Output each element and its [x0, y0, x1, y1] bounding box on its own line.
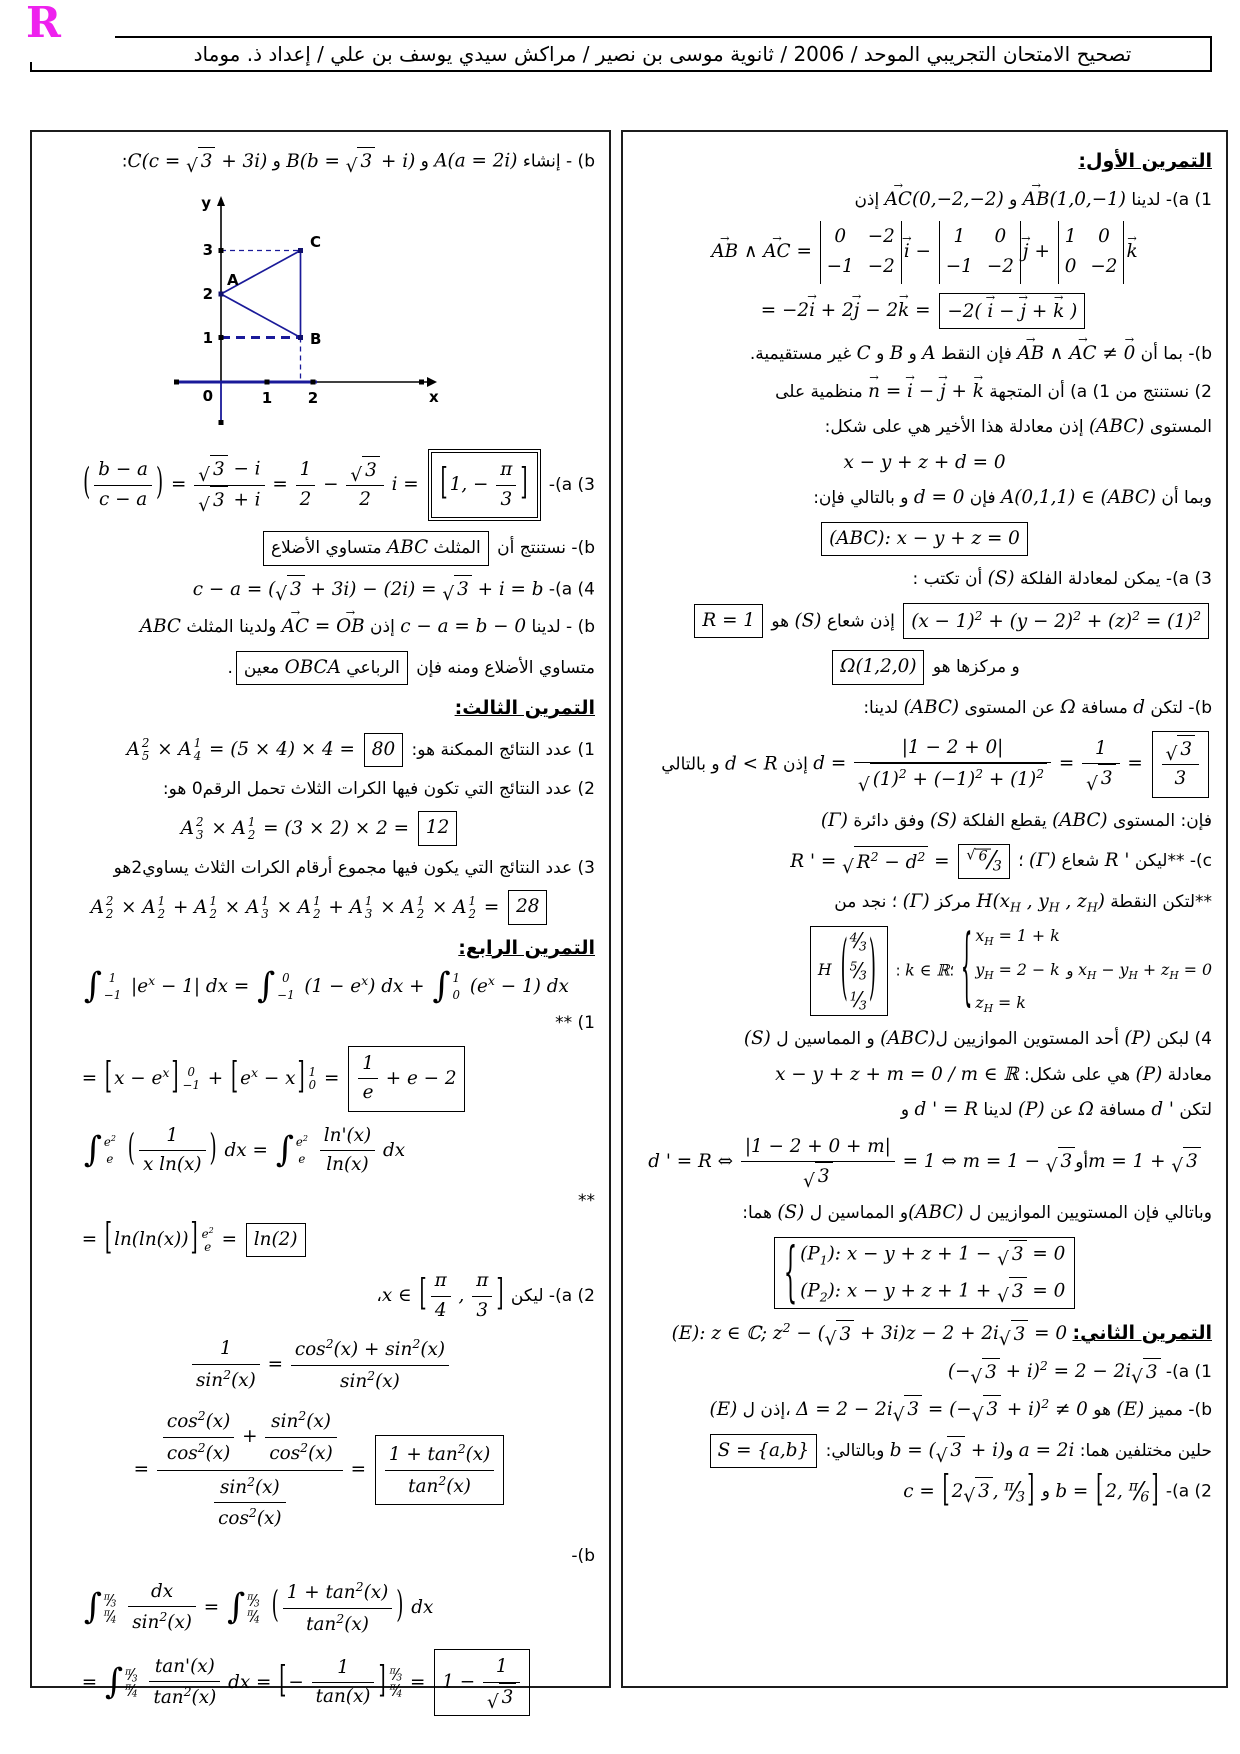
math-run: (E): z ∈ ℂ; $z^2$ − ( √ 3 + 3i)z − 2 + 2i √ 3 = 0 [671, 1320, 1068, 1350]
square-root: √ 3 [350, 456, 379, 485]
math-run: d = |1 − 2 + 0| √ $(1)^2 + (-1)^2 + (1)^2$ = 1 √ 3 = √ 3 3 [813, 753, 1212, 774]
fraction: $\frac{1 + \tan^2(x)}{\tan^2(x)}$ [283, 1577, 393, 1639]
boxed-result: ln(2) [246, 1223, 306, 1257]
math-run: ( $\frac{b - a}{c - a}$ ) = √ 3 − i √ 3 + i = $\frac{1}{2}$ − √ 3 2 i = [ 1, − $\frac{\pi}{3}$ ] [81, 474, 543, 495]
math-run: d = 0 [913, 487, 965, 509]
boxed-result: $\frac{1}{e}$ + e − 2 [348, 1046, 464, 1112]
boxed-result: $(x - 1)^2 + (y - 2)^2 + (z)^2 = (1)^2$ [903, 603, 1209, 640]
math-run: (ABC) [908, 1202, 964, 1224]
fraction: $\frac{1 + \tan^2(x)}{\tan^2(x)}$ [385, 1439, 495, 1501]
math-run: A 2 3 × A 1 2 = (3 × 2) × 2 = 12 [181, 818, 461, 839]
boxed-result [958, 844, 1009, 878]
left-intro-line-container [44, 147, 597, 176]
content-line: 3) a)- يمكن لمعادلة الفلكة (S) أن تكتب : [912, 568, 1212, 590]
boxed-result: 80 [364, 733, 403, 767]
vector: AB → [711, 238, 738, 266]
y-axis-arrow-icon [217, 196, 225, 206]
system-of-equations: { $x_H = 1 + k$ $y_H = 2 - k$ $z_H = k$ [960, 919, 1060, 1018]
determinant-2x2: 1 0 −1 −2 [939, 221, 1021, 284]
math-run: b = [ 2, π ⁄ 6 ] [1055, 1468, 1159, 1511]
math-run: C(c = √ 3 + 3i) [128, 151, 268, 172]
content-line: 3) a)- ( $\frac{b - a}{c - a}$ ) = √ 3 − i √ 3 + i = $\frac{1}{2}$ − √ 3 2 i = [ 1, − $\frac{\pi}{3}$ ] [46, 448, 595, 522]
square-root: √ 3 [275, 575, 304, 604]
content-line: لتكن d ' مسافة Ω عن (P) لدينا d ' = R و [900, 1099, 1212, 1121]
square-root: √ 3 [803, 1162, 832, 1191]
content-line [46, 1333, 595, 1397]
section-heading-text: التمرين الثالث: [454, 697, 595, 720]
boxed-result: المثلث ABC متساوي الأضلاع [263, 531, 489, 565]
math-run: x − y + z + d = 0 [843, 451, 1006, 473]
fraction: √ 3 3 [1162, 735, 1199, 794]
slanted-fraction: 1 ⁄ 3 [849, 988, 867, 1014]
content-line [46, 1404, 595, 1535]
integral: ∫ π ⁄ 3 π ⁄ 4 [104, 1661, 138, 1702]
content-line: b) - لدينا c − a = b − 0 إذن AC → = OB → ولدينا المثلث ABC [46, 611, 595, 641]
square-root: √ 3 [186, 147, 215, 176]
content-line [637, 291, 1212, 331]
section-heading [46, 694, 595, 724]
math-run: OBCA [284, 656, 341, 678]
x-tick-2: 2 [307, 389, 318, 408]
determinant-2x2: 0 −2 −1 −2 [820, 221, 902, 284]
fraction: $\frac{\cos^2(x)}{\cos^2(x)}$ + $\frac{\sin^2(x)}{\cos^2(x)}$ $\frac{\sin^2(x)}{\cos^2(x)}$ [157, 1405, 343, 1534]
content-line [46, 1044, 595, 1114]
math-run: (E) [1116, 1399, 1145, 1421]
content-line [46, 1121, 595, 1181]
math-run: = ∫ π ⁄ 3 π ⁄ 4 $\frac{\tan'(x)}{\tan^2(x)}$ dx = [ − $\frac{1}{\tan(x)}$ ] π ⁄ 3 π ⁄ 4 = 1 − 1 √ 3 [82, 1672, 534, 1693]
math-run: (S) [987, 568, 1015, 590]
math-run: = [ ln(ln(x)) ] $e^2$ e = ln(2) [82, 1229, 309, 1250]
triangle-plot-container [44, 186, 597, 441]
boxed-result: −2( i → − j → + k → ) [939, 293, 1085, 329]
vector: j → [1023, 238, 1029, 266]
math-run: (P) [1135, 1063, 1163, 1085]
content-line: 1) عدد النتائج الممكنة هو: A 2 5 × A 1 4 = (5 × 4) × 4 = 80 [46, 731, 595, 769]
math-run: ABC [139, 616, 181, 638]
math-run: = −2i → + 2j → − 2k → = −2( i → − j → + k → ) [761, 300, 1088, 321]
math-run: ∫ π ⁄ 3 π ⁄ 4 $\frac{dx}{\sin^2(x)}$ = ∫ π ⁄ 3 π ⁄ 4 ( $\frac{1 + \tan^2(x)}{\tan^2(x)}$ ) dx [82, 1597, 434, 1618]
math-run: (ABC) [1052, 809, 1108, 831]
slanted-fraction: √ 6 ⁄ 3 [966, 845, 1002, 875]
x-axis-arrow-icon [427, 377, 437, 387]
math-run: d < R [725, 753, 778, 775]
section-heading [637, 147, 1212, 177]
integral: ∫ 1 −1 [83, 966, 122, 1007]
math-run: $H(x_H$ , $y_H$ , $z_H$) [976, 890, 1105, 915]
triangle-ABC-edges [221, 251, 301, 338]
boxed-result: R = 1 [694, 604, 763, 638]
content-line: وبما أن A(0,1,1) ∈ (ABC) فإن d = 0 و بالتالي فإن: [813, 487, 1212, 509]
vector: AC → [885, 186, 912, 214]
vector: AC → [282, 613, 309, 641]
slanted-fraction: π ⁄ 3 [389, 1664, 403, 1684]
content-line: $x_H - y_H + z_H = 0$ و { $x_H = 1 + k$ $y_H = 2 - k$ $z_H = k$ ؛k ∈ ℝ : H ( 4 ⁄ 3 5 ⁄ 3 1 ⁄ 3 ) [637, 924, 1212, 1018]
integral: ∫ $e^2$ e [83, 1130, 116, 1171]
square-root: √ 3 [997, 1240, 1026, 1269]
math-run: (P) [1124, 1028, 1152, 1050]
content-line [637, 1231, 1212, 1312]
math-run: x − y + z + m = 0 / m ∈ ℝ [775, 1063, 1019, 1085]
content-line [46, 1216, 595, 1259]
math-run [959, 919, 1062, 1018]
math-run: c − a = ( √ 3 + 3i) − (2i) = √ 3 + i = b [193, 579, 544, 600]
square-root: √ 3 [1166, 735, 1195, 764]
slanted-fraction: π ⁄ 3 [1004, 1476, 1026, 1506]
math-run: (Γ) [902, 890, 930, 912]
content-line: 3) عدد النتائج التي يكون فيها مجموع أرقام الكرات الثلاث يساوي2هو [113, 857, 595, 878]
triangle-plot [171, 186, 471, 436]
content-line [46, 809, 595, 847]
x-axis-label: x [428, 388, 439, 407]
header-band [115, 36, 1212, 72]
math-run: d ' [1151, 1099, 1174, 1121]
integral: ∫ π ⁄ 3 π ⁄ 4 [227, 1587, 260, 1628]
content-line: 4) a)- c − a = ( √ 3 + 3i) − (2i) = √ 3 + i = b [46, 575, 595, 604]
vector: i → [904, 238, 910, 266]
fraction: $\frac{\sin^2(x)}{\cos^2(x)}$ [265, 1406, 336, 1468]
math-run: A(0,1,1) ∈ (ABC) [1001, 487, 1157, 509]
square-root: √ $(1)^2 + (-1)^2 + (1)^2$ [858, 763, 1047, 795]
math-run: (S) [930, 809, 957, 831]
vector: k → [898, 297, 909, 325]
boxed-result: الرباعي OBCA معين [236, 651, 408, 685]
vector: 0 → [1124, 340, 1136, 368]
slanted-fraction: π ⁄ 4 [389, 1680, 403, 1700]
math-run: AB → ∧ AC → ≠ 0 → [1017, 343, 1135, 364]
math-run: Ω [1078, 1099, 1094, 1121]
square-root: √ 3 [487, 1683, 516, 1712]
fraction: $\frac{\pi}{4}$ [431, 1267, 451, 1325]
point-markers [218, 248, 303, 340]
content-line: فإن: المستوى (ABC) يقطع الفلكة (S) وفق دائرة (Γ) [820, 809, 1212, 831]
point-B-marker [298, 335, 303, 340]
math-run: d [1133, 696, 1145, 718]
math-run [691, 610, 766, 631]
y-tick-3: 3 [202, 241, 213, 260]
square-root: √ 3 [997, 1277, 1026, 1306]
content-line: 4) لبكن (P) أحد المستوين الموازيين ل(ABC) و المماسين ل (S) [743, 1028, 1212, 1050]
content-line [46, 888, 595, 926]
section-heading-text: التمرين الأول: [1078, 150, 1212, 172]
square-root: √ 3 [442, 575, 471, 604]
y-tick-2: 2 [202, 285, 213, 304]
math-run: AB → ∧ AC → = 0 −2 −1 −2 i → − 1 0 −1 −2 j → + 1 0 0 −2 k → [711, 241, 1137, 262]
header-underline-extension [30, 70, 116, 72]
slanted-fraction: π ⁄ 6 [1128, 1476, 1150, 1506]
content-line: b)- لتكن d مسافة Ω عن المستوى (ABC) لدينا: [863, 696, 1212, 718]
math-run: AB →(1,0,−1) [1023, 189, 1126, 210]
content-line: و مركزها هو Ω(1,2,0) [637, 648, 1212, 686]
content-line: 2) a)- b = [ 2, π ⁄ 6 ] و c = [ 2 √ 3 , π ⁄ 3 ] [903, 1468, 1212, 1511]
point-A-marker [218, 292, 223, 297]
math-run: d ' = R ⇔ |1 − 2 + 0 + m| √ 3 = 1 ⇔ m = 1 − √ 3 [648, 1151, 1075, 1172]
math-run: c − a = b − 0 [400, 616, 527, 638]
fraction: $\frac{\pi}{3}$ [472, 1267, 492, 1325]
math-run: C [856, 343, 871, 365]
boxed-result: (ABC): x − y + z = 0 [821, 522, 1028, 556]
point-B-label: B [309, 330, 321, 349]
origin-label: 0 [202, 387, 213, 406]
content-line: **لتكن النقطة $H(x_H$ , $y_H$ , $z_H$) مركز (Γ) ؛ نجد من [834, 890, 1212, 915]
r-logo: R [26, 0, 61, 47]
boxed-result: 28 [508, 890, 547, 924]
square-root: √ 3 [825, 1320, 854, 1349]
slanted-fraction: π ⁄ 4 [125, 1681, 138, 1701]
math-run: d ' = R [914, 1099, 979, 1121]
content-line: 2) عدد النتائج التي تكون فيها الكرات الثلاث تحمل الرقم0 هو: [162, 779, 595, 800]
content-line: ** [578, 1190, 595, 1211]
content-line: c)- **ليكن R ' شعاع (Γ) ؛ R ' = √ $R^2 - d^2$ = √ 6 ⁄ 3 [790, 845, 1212, 879]
square-root: √ 3 [346, 147, 375, 176]
content-line: b)- مميز (E) هو Δ = 2 − 2i √ 3 = (− √ 3 + i)$^2$ ≠ 0 ،إذن ل (E) [709, 1396, 1212, 1426]
fraction: 1 √ 3 [1082, 735, 1119, 794]
determinant-2x2: 1 0 0 −2 [1058, 221, 1125, 284]
fraction: $\frac{\pi}{3}$ [496, 456, 516, 514]
column-vector: ( 4 ⁄ 3 5 ⁄ 3 1 ⁄ 3 ) [840, 927, 876, 1014]
content-line [46, 1576, 595, 1640]
content-line: متساوي الأضلاع ومنه فإن الرباعي OBCA معين. [46, 649, 595, 687]
fraction: |1 − 2 + 0| √ $(1)^2 + (-1)^2 + (1)^2$ [854, 734, 1051, 795]
math-run: R ' [1104, 850, 1130, 872]
vector: i → [987, 298, 993, 326]
math-run: (ABC) [880, 1028, 936, 1050]
right-column-exercise1-2 [621, 130, 1228, 1688]
math-run: R ' = √ $R^2 - d^2$ = √ 6 ⁄ 3 [790, 851, 1013, 872]
square-root: √ 3 [198, 486, 227, 515]
math-run: = $\frac{\cos^2(x)}{\cos^2(x)}$ + $\frac{\sin^2(x)}{\cos^2(x)}$ $\frac{\sin^2(x)}{\cos^2(x)}$ = $\frac{1 + \tan^2(x)}{\tan^2(x)}$ [134, 1459, 508, 1480]
content-line: 2) نستنتج من 1) a) أن المتجهة n → = i → − j → + k → منظمية على [637, 376, 1212, 406]
square-root: √ 3 [1086, 764, 1115, 793]
slanted-fraction: π ⁄ 3 [247, 1590, 260, 1610]
math-run: a = 2i [1018, 1440, 1075, 1462]
vector: AC → [1069, 340, 1096, 368]
content-line: 1) ** [555, 1013, 595, 1034]
left-lines-container [44, 448, 597, 1718]
y-axis-label: y [200, 194, 211, 213]
math-run [807, 927, 891, 1014]
math-run: n → = i → − j → + k → [868, 381, 984, 402]
math-run: (ABC) [1089, 416, 1145, 438]
math-run: (ABC) [903, 696, 960, 718]
square-root: √ 3 [1171, 1147, 1200, 1176]
x-tick-1: 1 [261, 389, 272, 408]
section-heading [637, 1318, 1212, 1349]
boxed-result: H ( 4 ⁄ 3 5 ⁄ 3 1 ⁄ 3 ) [810, 926, 888, 1015]
content-line: d = |1 − 2 + 0| √ $(1)^2 + (-1)^2 + (1)^2$ = 1 √ 3 = √ 3 3 إذن d < R و بالتالي [637, 729, 1212, 800]
content-line [637, 449, 1212, 477]
math-run: AC → = OB → [282, 616, 365, 637]
slanted-fraction: 4 ⁄ 3 [849, 929, 867, 955]
content-line [46, 966, 595, 1007]
math-run: A(a = 2i) [434, 150, 518, 172]
double-boxed-result: [ 1, − $\frac{\pi}{3}$ ] [431, 452, 538, 518]
vector: k → [973, 378, 984, 406]
fraction: $\frac{1}{e}$ [358, 1050, 378, 1108]
math-run: $\frac{1}{\sin^2(x)}$ = $\frac{\cos^2(x) + \sin^2(x)}{\sin^2(x)}$ [190, 1354, 451, 1375]
content-line: b) - إنشاء A(a = 2i) و B(b = √ 3 + i) و C(c = √ 3 + 3i): [46, 147, 595, 176]
square-root: √ 3 [1131, 1358, 1160, 1387]
math-run: b = ( √ 3 + i) [890, 1440, 1005, 1461]
math-run [818, 528, 1031, 549]
fraction: $\frac{b - a}{c - a}$ [94, 456, 152, 514]
square-root: √ 3 [936, 1436, 965, 1465]
vector: i → [907, 378, 913, 406]
square-root: √ 3 [198, 455, 227, 484]
math-run: m = 1 + √ 3 [1088, 1151, 1201, 1172]
math-run: x ∈ [ $\frac{\pi}{4}$ , $\frac{\pi}{3}$ ] [382, 1285, 506, 1306]
vector: j → [940, 378, 946, 406]
boxed-result: Ω(1,2,0) [832, 650, 924, 684]
content-line: $(x - 1)^2 + (y - 2)^2 + (z)^2 = (1)^2$ إذن شعاع (S) هو R = 1 [637, 601, 1212, 642]
fraction: $\frac{\ln'(x)}{\ln(x)}$ [320, 1122, 375, 1180]
vector: i → [809, 297, 815, 325]
math-run: (S) [794, 609, 822, 631]
square-root: √ 3 [1046, 1147, 1075, 1176]
fraction: $\frac{\cos^2(x) + \sin^2(x)}{\sin^2(x)}$ [291, 1334, 449, 1396]
vector: k → [1126, 238, 1137, 266]
square-root: √ 3 [893, 1395, 922, 1424]
vector: OB → [336, 613, 365, 641]
content-line: b)- نستنتج أن المثلث ABC متساوي الأضلاع [46, 529, 595, 567]
content-line: b)- بما أن AB → ∧ AC → ≠ 0 → فإن النقط A و B و C غير مستقيمية. [637, 338, 1212, 368]
math-run: = [ $x - e^x$ ] 0 −1 + [ $e^x - x$ ] 1 0 = $\frac{1}{e}$ + e − 2 [82, 1068, 468, 1089]
boxed-result [1152, 731, 1209, 798]
section-heading-text: التمرين الرابع: [458, 936, 595, 959]
vector: j → [854, 297, 860, 325]
math-run: (E) [709, 1399, 738, 1421]
fraction: $\frac{1}{\text{x ln(x)}}$ [139, 1122, 206, 1180]
fraction: |1 − 2 + 0 + m| √ 3 [741, 1133, 895, 1192]
math-run: (S) [777, 1202, 805, 1224]
integral: ∫ 1 0 [432, 966, 461, 1007]
fraction: $\frac{dx}{\sin^2(x)}$ [128, 1578, 196, 1638]
integral: ∫ $e^2$ e [275, 1130, 308, 1171]
left-column-exercise2-3-4 [30, 130, 611, 1713]
fraction: $\frac{\tan'(x)}{\tan^2(x)}$ [149, 1653, 220, 1713]
slanted-fraction: π ⁄ 3 [125, 1665, 138, 1685]
math-run: c = [ 2 √ 3 , π ⁄ 3 ] [903, 1468, 1035, 1511]
system-of-equations: { $(P_1)$: x − y + z + 1 − √ 3 = 0 $(P_2)$: x − y + z + 1 + √ 3 = 0 [783, 1231, 1066, 1310]
vector: AB → [1017, 340, 1044, 368]
content-line: معادلة (P) هي على شكل: x − y + z + m = 0 / m ∈ ℝ [775, 1063, 1212, 1085]
content-line [46, 1647, 595, 1718]
fraction: $\frac{\cos^2(x)}{\cos^2(x)}$ [163, 1406, 234, 1468]
fraction: $\frac{1}{\tan(x)}$ [312, 1654, 375, 1712]
vector: AC → [763, 238, 790, 266]
math-run: A [922, 343, 936, 365]
content-line: وباتالي فإن المستويين الموازيين ل (ABC)و المماسين ل (S) هما: [742, 1202, 1212, 1224]
section-heading [46, 934, 595, 964]
math-run: Ω [1060, 696, 1076, 718]
integral: ∫ 0 −1 [257, 966, 295, 1007]
fraction: $\frac{1}{2}$ [296, 456, 316, 514]
math-run: ∫ $e^2$ e ( $\frac{1}{\text{x ln(x)}}$ ) dx = ∫ $e^2$ e $\frac{\ln'(x)}{\ln(x)}$ dx [82, 1140, 405, 1161]
vector: AB → [1023, 186, 1050, 214]
slanted-fraction: π ⁄ 4 [103, 1606, 117, 1626]
boxed-result: 12 [418, 811, 457, 845]
content-line [637, 520, 1212, 558]
point-C-label: C [309, 233, 321, 252]
math-run: $x_H - y_H + z_H = 0$ [1078, 960, 1212, 983]
slanted-fraction: π ⁄ 3 [103, 1590, 117, 1610]
square-root: √ 6 [966, 848, 990, 863]
slanted-fraction: 5 ⁄ 3 [849, 958, 867, 984]
fraction: √ 3 2 [346, 456, 383, 515]
math-run: A 2 5 × A 1 4 = (5 × 4) × 4 = 80 [127, 739, 407, 760]
square-root: √ 3 [972, 1395, 1001, 1424]
math-run [707, 1440, 821, 1461]
y-tick-1: 1 [202, 329, 213, 348]
math-run: A 2 2 × A 1 2 + A 1 2 × A 1 3 × A 1 2 + A 1 3 × A 1 2 × A 1 2 = 28 [91, 897, 551, 918]
math-run: ∫ 1 −1 $|e^x - 1|$ dx = ∫ 0 −1 $(1 - e^x)$ dx + ∫ 1 0 $(e^x - 1)$ dx [83, 966, 569, 1007]
content-line: المستوى (ABC) إذن معادلة هذا الأخير هي على شكل: [824, 416, 1212, 438]
content-line: 1) a)- (− √ 3 + i)$^2$ = 2 − 2i √ 3 [947, 1358, 1212, 1388]
vector: n → [868, 378, 880, 406]
math-run [900, 607, 1212, 632]
math-run: ABC [387, 537, 429, 559]
math-run: (Γ) [820, 809, 848, 831]
point-C-marker [298, 248, 303, 253]
math-run: B(b = √ 3 + i) [286, 151, 415, 172]
square-root: √ 3 [999, 1320, 1028, 1349]
fraction: $\frac{1}{\sin^2(x)}$ [192, 1335, 260, 1395]
math-run: k ∈ ℝ [905, 960, 950, 980]
math-run: (S) [743, 1028, 771, 1050]
math-run: AC →(0,−2,−2) [885, 189, 1004, 210]
boxed-result [774, 1231, 1076, 1310]
content-line [637, 221, 1212, 284]
vector: k → [1053, 298, 1064, 326]
square-root: √ 3 [963, 1477, 992, 1506]
point-A-label: A [226, 271, 239, 290]
content-line: 1) a)- لدينا AB →(1,0,−1) و AC →(0,−2,−2) إذن [637, 184, 1212, 214]
square-root: √ 3 [970, 1358, 999, 1387]
vector: j → [1020, 298, 1026, 326]
content-line: d ' = R ⇔ |1 − 2 + 0 + m| √ 3 = 1 ⇔ m = 1 − √ 3 أوm = 1 + √ 3 [637, 1132, 1212, 1193]
math-run: (Γ) [1029, 850, 1057, 872]
fraction: $\frac{\sin^2(x)}{\cos^2(x)}$ [214, 1472, 285, 1534]
fraction: √ 3 − i √ 3 + i [194, 455, 264, 515]
fraction: 1 √ 3 [483, 1653, 520, 1712]
content-line: حلين مختلفين هما: a = 2i وb = ( √ 3 + i) وبالتالي: S = {a,b} [637, 1432, 1212, 1470]
header-title: تصحيح الامتحان التجريبي الموحد / 2006 / ثانوية موسى بن نصير / مراكش سيدي يوسف بن علي / إعداد ذ. موماد [193, 42, 1132, 66]
boxed-result [375, 1435, 505, 1505]
section-heading-text: التمرين الثاني: [1072, 1322, 1212, 1345]
math-run: Δ = 2 − 2i √ 3 = (− √ 3 + i)$^2$ ≠ 0 [796, 1396, 1088, 1426]
integral: ∫ π ⁄ 3 π ⁄ 4 [83, 1587, 117, 1628]
content-line: b)- [571, 1545, 595, 1566]
math-run: (P) [1017, 1099, 1045, 1121]
boxed-result: S = {a,b} [710, 1434, 818, 1468]
math-run: B [889, 343, 904, 365]
math-run [829, 656, 927, 677]
content-line: 2) a)- ليكن x ∈ [ $\frac{\pi}{4}$ , $\frac{\pi}{3}$ ]، [46, 1266, 595, 1326]
math-run: (− √ 3 + i)$^2$ = 2 − 2i √ 3 [948, 1361, 1161, 1382]
slanted-fraction: π ⁄ 4 [247, 1606, 260, 1626]
boxed-result: 1 − 1 √ 3 [434, 1649, 530, 1716]
square-root: √ $R^2 - d^2$ [842, 846, 928, 878]
math-run [771, 1231, 1079, 1310]
